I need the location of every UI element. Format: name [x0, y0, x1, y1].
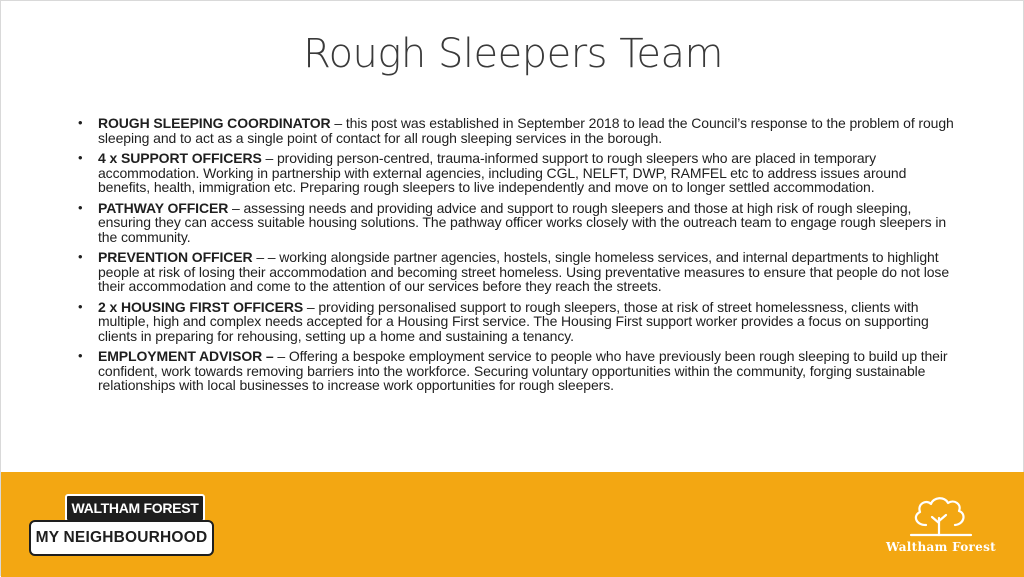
list-item: [75, 151, 955, 195]
my-neighbourhood-logo: [29, 494, 214, 554]
logo-bottom-label: MY NEIGHBOURHOOD: [29, 520, 214, 556]
brand-name: Waltham Forest: [885, 540, 996, 554]
item-label: PREVENTION OFFICER: [98, 249, 253, 265]
item-label: 4 x SUPPORT OFFICERS: [98, 150, 262, 166]
item-label: PATHWAY OFFICER: [98, 199, 229, 216]
bullet-icon: •: [78, 199, 83, 215]
item-label: ROUGH SLEEPING COORDINATOR: [98, 115, 331, 131]
item-text: – providing person-centred, trauma-informed support to rough sleepers who are placed in temporary accommodation. Working in partnership with external agencies, including CGL, NELFT, DWP, RAMFEL etc to address issues around benefits, health, immigration etc. Preparing rough sleepers to live independently and move on to longer settled accommodation.: [98, 150, 907, 195]
bullet-list: [75, 116, 955, 393]
bullet-list-container: [75, 116, 955, 399]
list-item: [75, 250, 955, 294]
logo-top-label: WALTHAM FOREST: [65, 494, 205, 522]
list-item: [75, 116, 955, 145]
bullet-icon: •: [78, 298, 83, 314]
item-text: – providing personalised support to rough sleepers, those at risk of street homelessness, clients with multiple, high and complex needs accepted for a Housing First service. The Housing First support worker provides a focus on supporting clients in preparing for rehousing, setting up a home and sustaining a tenancy.: [98, 298, 929, 344]
item-label: EMPLOYMENT ADVISOR –: [98, 348, 274, 364]
slide-title: Rough Sleepers Team: [303, 31, 723, 77]
waltham-forest-logo: [881, 494, 1001, 564]
item-text: – – working alongside partner agencies, hostels, single homeless services, and internal departments to highlight people at risk of losing their accommodation and becoming street homeless. Using preventative measures to ensure that people do not lose their accommodation and come to the attention of our services before they reach the streets.: [98, 249, 950, 294]
item-label: 2 x HOUSING FIRST OFFICERS: [98, 298, 304, 315]
list-item: [75, 201, 955, 245]
list-item: [75, 349, 955, 393]
item-text: – Offering a bespoke employment service to people who have previously been rough sleeping to build up their confident, work towards removing barriers into the workforce. Securing voluntary opportunities within the community, forging sustainable relationships with local businesses to increase work opportunities for rough sleepers.: [98, 348, 948, 393]
footer-band: [1, 472, 1024, 577]
bullet-icon: •: [78, 249, 83, 264]
item-text: – this post was established in September 2018 to lead the Council’s response to the problem of rough sleeping and to act as a single point of contact for all rough sleeping services in the borough.: [98, 115, 954, 146]
item-text: – assessing needs and providing advice and support to rough sleepers and those at high risk of rough sleeping, ensuring they can access suitable housing solutions. The pathway officer works closely with the outreach team to engage rough sleepers in the community.: [98, 199, 947, 245]
bullet-icon: •: [78, 348, 83, 363]
tree-icon: [909, 494, 973, 538]
bullet-icon: •: [78, 150, 83, 165]
list-item: [75, 300, 955, 344]
bullet-icon: •: [78, 115, 83, 130]
